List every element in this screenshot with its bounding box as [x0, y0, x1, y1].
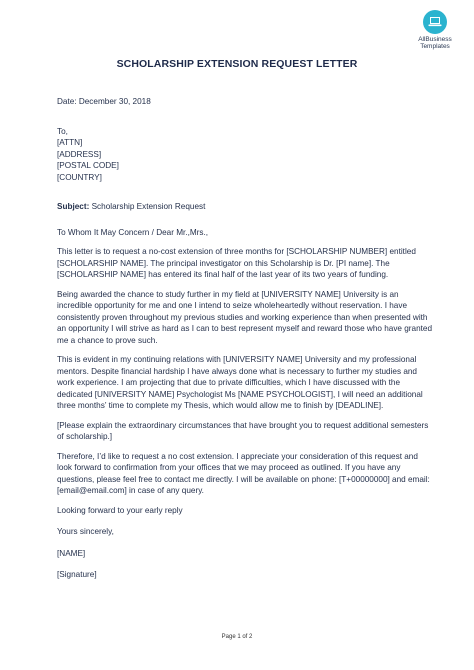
paragraph: This letter is to request a no-cost extension of three months for [SCHOLARSHIP NUMBER] entitled [SCHOLARSHIP NAME]. The principal investigator on this Scholarship is Dr. [PI name]. The [SCHOLARSHIP NAME] has entered its final half of the last year of its two years of funding.	[57, 247, 416, 279]
page-number: Page 1 of 2	[221, 634, 253, 640]
address-line: [ATTN]	[57, 138, 83, 147]
salutation: To Whom It May Concern / Dear Mr.,Mrs.,	[57, 227, 209, 237]
paragraph: This is evident in my continuing relations with [UNIVERSITY NAME] University and my professional mentors. Despite financial hardship I have always done what is necessary to further my studies and work experience. I am projecting that due to private difficulties, which I have discussed with the dedicated [UNIVERSITY NAME] Psychologist Ms [NAME PSYCHOLOGIST], I will need an additional three months’ time to complete my Thesis, which would allow me to finish by [DEADLINE].	[57, 355, 423, 410]
laptop-icon	[423, 10, 447, 34]
subject-label: Subject:	[57, 202, 90, 211]
signature: [Signature]	[57, 570, 97, 579]
paragraph: Being awarded the chance to study further in my field at [UNIVERSITY NAME] University is an incredible opportunity for me and one I intend to seize wholeheartedly without reservation. I have consistently proven throughout my previous studies and working experience than when presented with an opportunity I will strive as hard as I can to best represent myself and reward those who have granted me a chance to prove such.	[57, 289, 433, 345]
logo-line1: AllBusiness	[418, 36, 452, 43]
address-line: [ADDRESS]	[57, 149, 102, 159]
closing: Yours sincerely,	[57, 527, 114, 536]
address-line: [COUNTRY]	[57, 172, 102, 182]
letter-date: Date: December 30, 2018	[57, 97, 151, 106]
allbusiness-templates-logo	[409, 10, 461, 50]
address-line: To,	[57, 126, 68, 136]
subject-text: Scholarship Extension Request	[89, 202, 206, 211]
sender-name: [NAME]	[57, 548, 86, 558]
recipient-address	[57, 126, 432, 184]
paragraph: [Please explain the extraordinary circumstances that have brought you to request additional semesters of scholarship.]	[57, 420, 429, 441]
address-line: [POSTAL CODE]	[57, 161, 119, 170]
logo-line2: Templates	[420, 43, 450, 50]
paragraph: Therefore, I’d like to request a no cost extension. I appreciate your consideration of this request and look forward to confirmation from your offices that we may proceed as outlined. If you have any questions, please feel free to contact me directly. I will be available on phone: [T+00000000] and email: [email@email.com] in case of any query.	[57, 451, 430, 495]
letter-title: SCHOLARSHIP EXTENSION REQUEST LETTER	[116, 58, 358, 70]
letter-body	[57, 96, 432, 581]
subject-line	[57, 201, 432, 213]
paragraph: Looking forward to your early reply	[57, 505, 183, 515]
